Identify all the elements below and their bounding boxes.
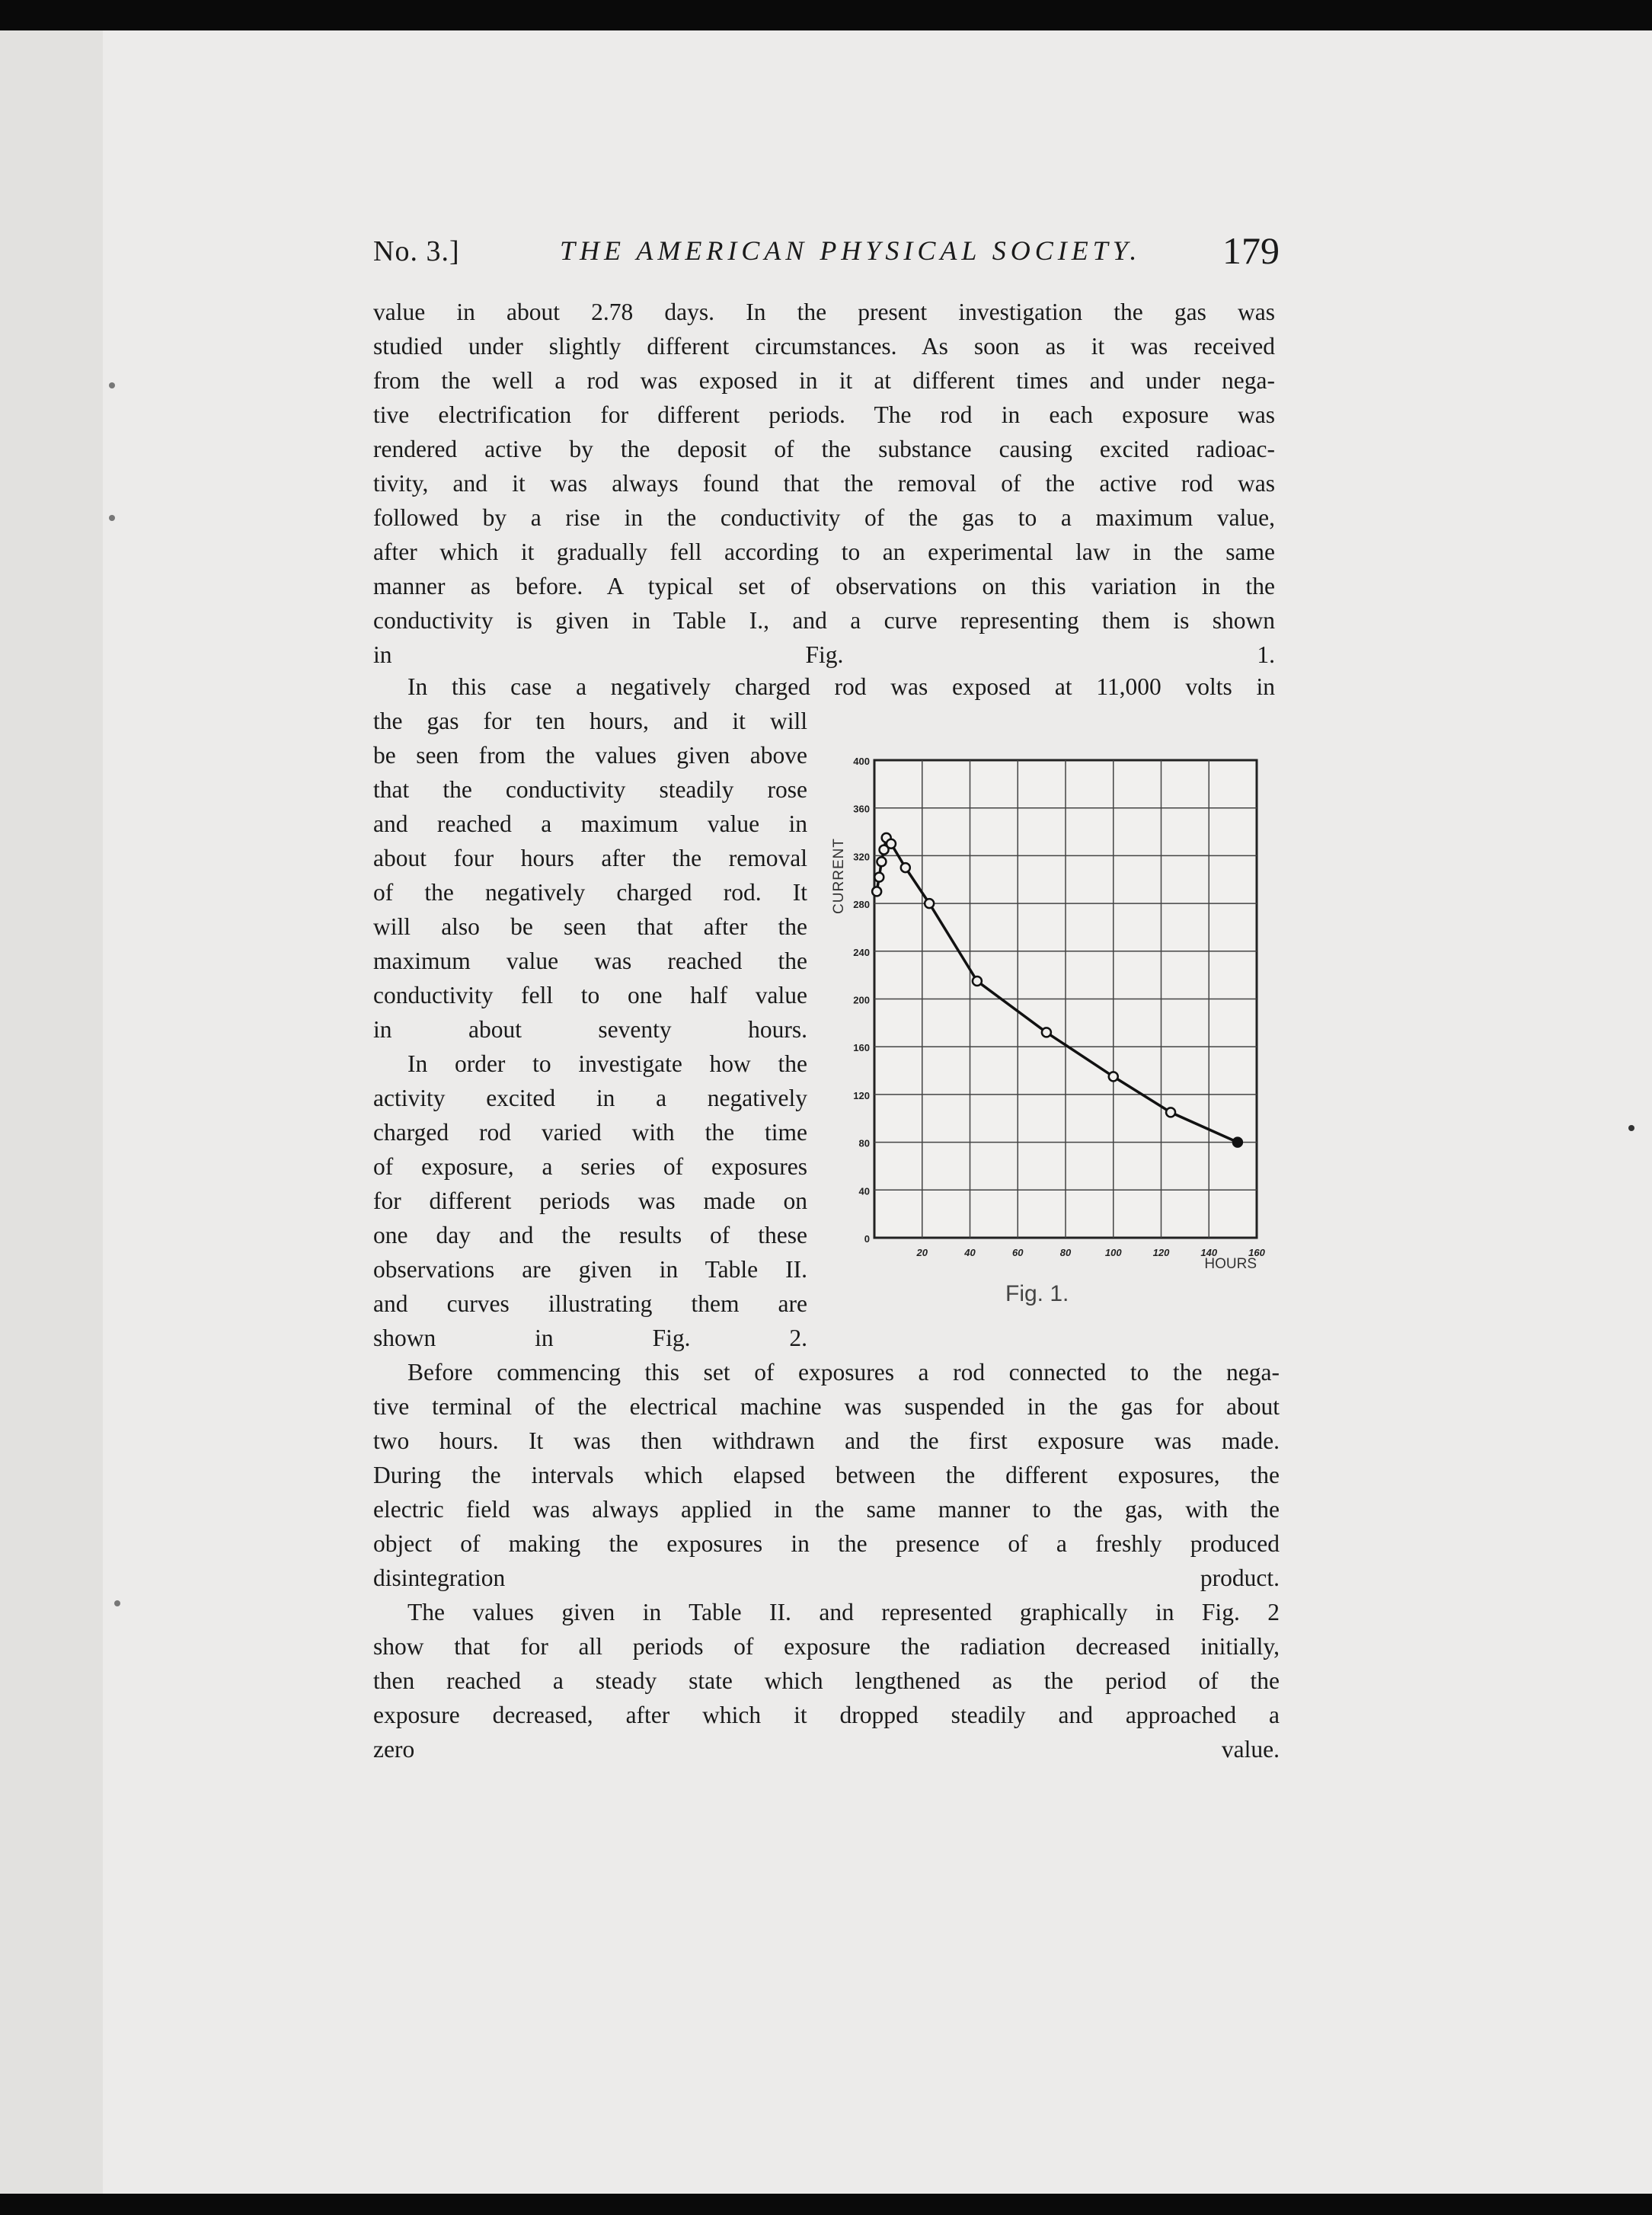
text-line: charged rod varied with the time (373, 1119, 807, 1146)
x-tick-label: 100 (1104, 1247, 1122, 1258)
text-line: after which it gradually fell according to an experimental law in the same (373, 539, 1275, 565)
y-tick-label: 160 (853, 1042, 870, 1054)
text-line: During the intervals which elapsed between the different exposures, the (373, 1462, 1280, 1488)
y-tick-label: 200 (853, 994, 870, 1006)
previous-page-strip (0, 30, 106, 2194)
text-line: that the conductivity steadily rose (373, 776, 807, 803)
chart-grid (874, 760, 1257, 1238)
x-tick-label: 120 (1152, 1247, 1170, 1258)
text-line: In order to investigate how the (407, 1050, 807, 1077)
text-line: of exposure, a series of exposures (373, 1153, 807, 1180)
x-tick-label: 60 (1012, 1247, 1024, 1258)
text-line: object of making the exposures in the presence of a freshly produced (373, 1530, 1280, 1557)
paragraph-3 (373, 1047, 807, 1355)
text-line: the gas for ten hours, and it will (373, 708, 807, 734)
text-line: in about seventy hours. (373, 1016, 807, 1043)
data-point (872, 887, 881, 896)
text-line: one day and the results of these (373, 1222, 807, 1248)
text-line: and curves illustrating them are (373, 1290, 807, 1317)
text-line: of the negatively charged rod. It (373, 879, 807, 906)
text-line: from the well a rod was exposed in it at different times and under nega- (373, 367, 1275, 394)
y-tick-label: 0 (864, 1233, 870, 1245)
scan-speck (109, 382, 115, 388)
text-line: shown in Fig. 2. (373, 1325, 807, 1351)
y-tick-label: 80 (858, 1137, 870, 1149)
text-line: in Fig. 1. (373, 641, 1275, 668)
data-point (901, 863, 910, 872)
text-line: and reached a maximum value in (373, 810, 807, 837)
paragraph-5 (373, 1595, 1280, 1766)
text-line: conductivity is given in Table I., and a curve representing them is shown (373, 607, 1275, 634)
text-line: exposure decreased, after which it dropped steadily and approached a (373, 1702, 1280, 1728)
text-line: rendered active by the deposit of the substance causing excited radioac- (373, 436, 1275, 462)
y-tick-label: 120 (853, 1089, 870, 1101)
figure-1-chart (823, 743, 1280, 1322)
text-line: maximum value was reached the (373, 948, 807, 974)
text-line: zero value. (373, 1736, 1280, 1763)
y-tick-label: 320 (853, 851, 870, 863)
text-line: In this case a negatively charged rod was exposed at 11,000 volts in (407, 673, 1275, 700)
data-point (1042, 1028, 1051, 1037)
text-line: about four hours after the removal (373, 845, 807, 871)
text-line: be seen from the values given above (373, 742, 807, 769)
data-point (887, 839, 896, 849)
text-line: for different periods was made on (373, 1187, 807, 1214)
y-tick-label: 400 (853, 756, 870, 767)
y-tick-label: 280 (853, 899, 870, 911)
issue-number: No. 3.] (373, 235, 460, 267)
y-axis-label: CURRENT (831, 838, 847, 914)
paragraph-2 (373, 704, 807, 1047)
paragraph-4 (373, 1355, 1280, 1595)
figure-caption: Fig. 1. (1005, 1281, 1069, 1306)
text-line: studied under slightly different circumstances. As soon as it was received (373, 333, 1275, 360)
text-line: tive electrification for different periods. The rod in each exposure was (373, 401, 1275, 428)
data-point (874, 873, 884, 882)
text-line: electric field was always applied in the same manner to the gas, with the (373, 1496, 1280, 1523)
data-point (973, 976, 982, 986)
text-line: show that for all periods of exposure the radiation decreased initially, (373, 1633, 1280, 1660)
paragraph-2-first-line (373, 670, 1275, 704)
data-point (925, 899, 934, 908)
text-line: tive terminal of the electrical machine was suspended in the gas for about (373, 1393, 1280, 1420)
x-tick-label: 40 (964, 1247, 976, 1258)
x-tick-label: 80 (1059, 1247, 1072, 1258)
text-line: conductivity fell to one half value (373, 982, 807, 1008)
data-point (1109, 1072, 1118, 1081)
text-line: activity excited in a negatively (373, 1085, 807, 1111)
text-line: followed by a rise in the conductivity of the gas to a maximum value, (373, 504, 1275, 531)
x-axis-label: HOURS (1204, 1256, 1257, 1272)
text-line: two hours. It was then withdrawn and the first exposure was made. (373, 1427, 1280, 1454)
text-line: disintegration product. (373, 1565, 1280, 1591)
y-tick-label: 40 (858, 1185, 870, 1197)
y-tick-label: 360 (853, 803, 870, 815)
y-tick-label: 240 (853, 946, 870, 958)
text-line: tivity, and it was always found that the removal of the active rod was (373, 470, 1275, 497)
x-tick-label: 140 (1200, 1247, 1218, 1258)
page-number: 179 (1222, 229, 1280, 272)
data-point (1166, 1108, 1175, 1117)
x-tick-label: 160 (1248, 1247, 1265, 1258)
journal-title: THE AMERICAN PHYSICAL SOCIETY. (560, 235, 1142, 266)
y-axis-ticks (853, 756, 870, 1245)
scan-speck (114, 1600, 120, 1606)
text-line: will also be seen that after the (373, 913, 807, 940)
running-header (373, 229, 1280, 274)
text-line: then reached a steady state which lengthened as the period of the (373, 1667, 1280, 1694)
scan-speck (1628, 1125, 1634, 1131)
data-point (1233, 1138, 1242, 1147)
text-line: Before commencing this set of exposures a rod connected to the nega- (407, 1359, 1280, 1386)
x-tick-label: 20 (916, 1247, 928, 1258)
scan-speck (109, 515, 115, 521)
text-line: The values given in Table II. and represented graphically in Fig. 2 (407, 1599, 1280, 1625)
text-line: observations are given in Table II. (373, 1256, 807, 1283)
paragraph-1 (373, 295, 1275, 672)
text-line: manner as before. A typical set of observations on this variation in the (373, 573, 1275, 599)
data-point (877, 857, 886, 866)
text-line: value in about 2.78 days. In the present investigation the gas was (373, 299, 1275, 325)
